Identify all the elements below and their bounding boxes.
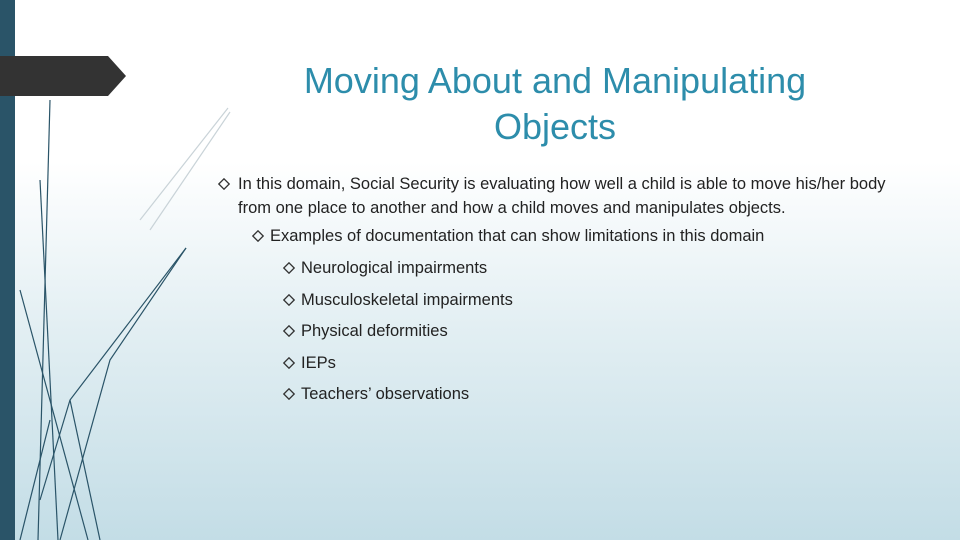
- diamond-outline-icon: [218, 172, 232, 196]
- bullet-text: Teachers’ observations: [301, 385, 470, 403]
- bullet-level1: [238, 172, 908, 220]
- bullet-level3: [301, 382, 469, 406]
- diamond-outline-icon: [283, 256, 297, 280]
- slide-title: Moving About and Manipulating Objects: [303, 60, 807, 147]
- title-tab: [0, 56, 126, 96]
- diamond-outline-icon: [283, 382, 297, 406]
- bullet-text: IEPs: [301, 354, 336, 372]
- diamond-outline-icon: [283, 288, 297, 312]
- bullet-level3: [301, 256, 487, 280]
- diamond-outline-icon: [283, 351, 297, 375]
- bullet-level3: [301, 319, 448, 343]
- bullet-level3: [301, 351, 336, 375]
- bullet-text: Examples of documentation that can show limitations in this domain: [270, 227, 765, 245]
- diamond-outline-icon: [283, 319, 297, 343]
- bullet-text: Musculoskeletal impairments: [301, 291, 513, 309]
- bullet-text: In this domain, Social Security is evaluating how well a child is able to move his/her body from one place to another and how a child moves and manipulates objects.: [238, 175, 886, 217]
- bullet-level2: [270, 224, 870, 248]
- bullet-text: Physical deformities: [301, 322, 448, 340]
- bullet-level3: [301, 288, 513, 312]
- diamond-outline-icon: [252, 224, 266, 248]
- bullet-text: Neurological impairments: [301, 259, 488, 277]
